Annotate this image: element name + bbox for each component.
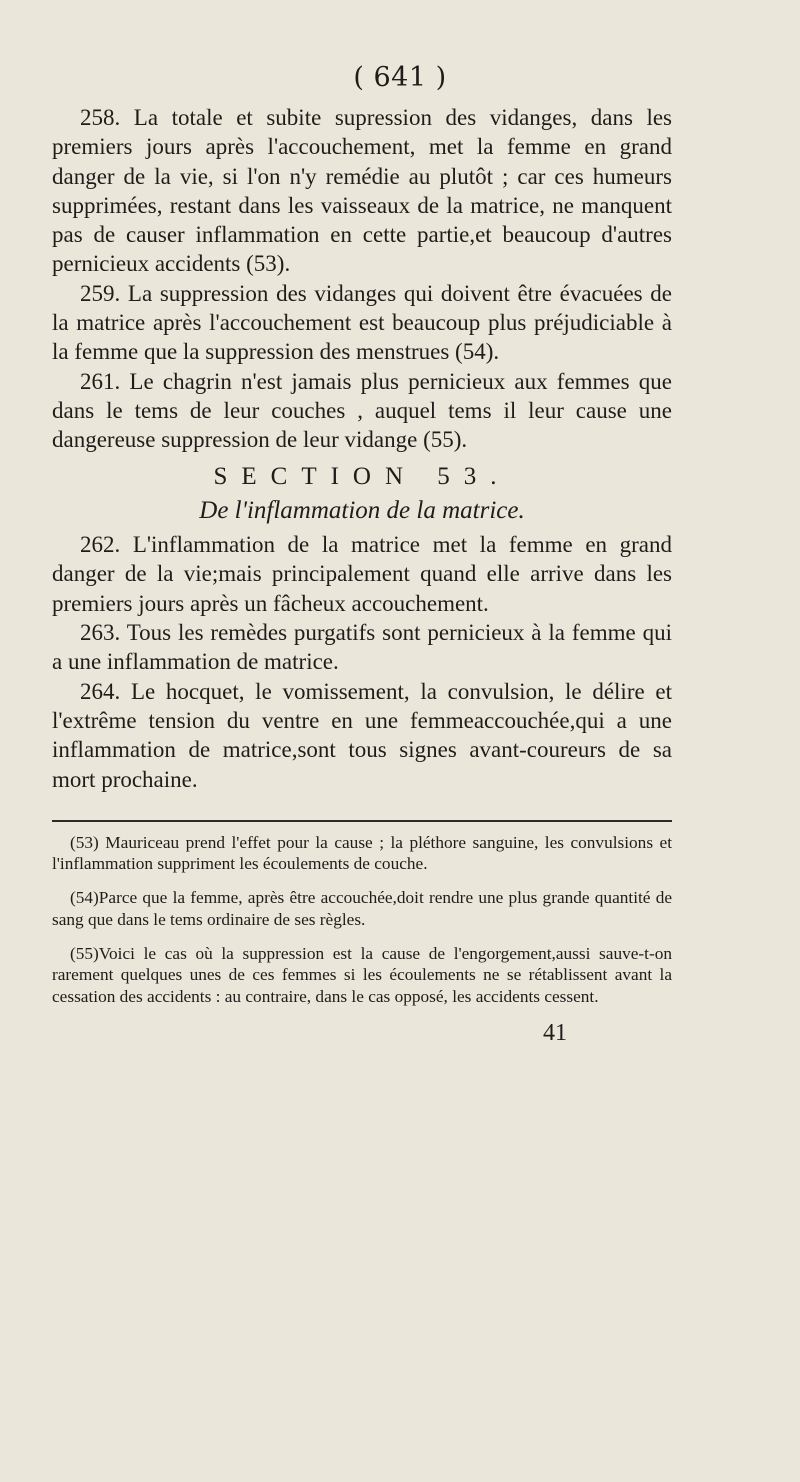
signature-mark (52, 1020, 672, 1047)
paragraph-262: 262. L'inflammation de la matrice met la femme en grand danger de la vie;mais principalement quand elle arrive dans les premiers jours après un fâcheux accouchement. (52, 532, 672, 616)
paragraph-263: 263. Tous les remèdes purgatifs sont pernicieux à la femme qui a une inflammation de matrice. (52, 620, 672, 675)
footnote-53: (53) Mauriceau prend l'effet pour la cause ; la pléthore sanguine, les convulsions et l'inflammation suppriment les écoulements de couche. (52, 832, 672, 874)
signature-number: 41 (543, 1019, 567, 1046)
footnote-54: (54)Parce que la femme, après être accouchée,doit rendre une plus grande quantité de sang que dans le tems ordinaire de ses règles. (52, 888, 672, 929)
paragraph-258: 258. La totale et subite supression des vidanges, dans les premiers jours après l'accouchement, met la femme en grand danger de la vie, si l'on n'y remédie au plutôt ; car ces humeurs supprimées, restant dans les vaisseaux de la matrice, ne manquent pas de causer inflammation en cette partie,et beaucoup d'autres pernicieux accidents (53). (52, 105, 672, 277)
section-subtitle: De l'inflammation de la matrice. (199, 496, 525, 524)
paragraph-261: 261. Le chagrin n'est jamais plus pernicieux aux femmes que dans le tems de leur couches , auquel tems il leur cause une dangereuse suppression de leur vidange (55). (52, 368, 672, 453)
footnote-55: (55)Voici le cas où la suppression est la cause de l'engorgement,aussi sauve-t-on rarement quelques unes de ces femmes si les écoulements ne se rétablissent avant la cessation des accidents : au contraire, dans le cas opposé, les accidents cessent. (52, 944, 672, 1006)
footnote-divider (52, 820, 672, 822)
section-title: SECTION 53. (213, 462, 511, 490)
page-number-header: ( 641 ) (353, 62, 447, 93)
main-text-block (52, 103, 672, 1007)
footnotes-block (52, 832, 672, 1007)
paragraph-264: 264. Le hocquet, le vomissement, la convulsion, le délire et l'extrême tension du ventre en une femmeaccouchée,qui a une inflammation de matrice,sont tous signes avant-coureurs de sa mort prochaine. (52, 678, 672, 792)
paragraph-259: 259. La suppression des vidanges qui doivent être évacuées de la matrice après l'accouchement est beaucoup plus préjudiciable à la femme que la suppression des menstrues (54). (52, 280, 672, 365)
